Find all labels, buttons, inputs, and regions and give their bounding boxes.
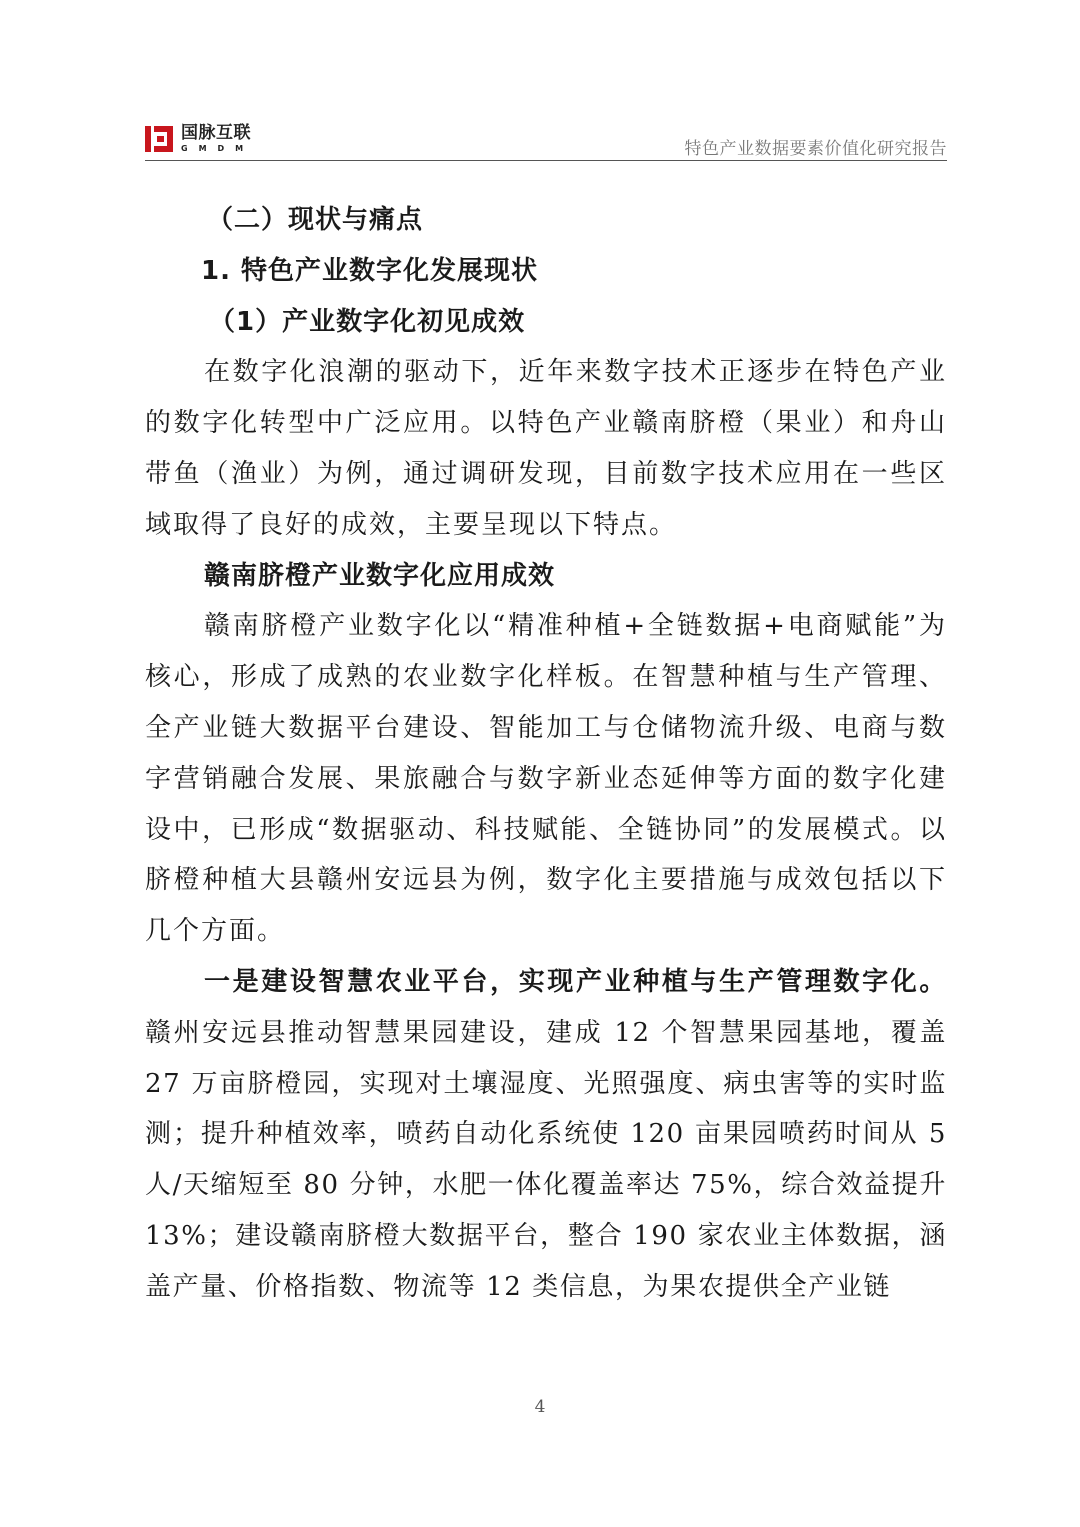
subsection-heading: 1. 特色产业数字化发展现状	[201, 255, 539, 286]
logo	[145, 124, 254, 156]
page-body	[145, 195, 947, 1313]
gmdm-logo-icon	[145, 124, 175, 154]
page-number: 4	[534, 1397, 546, 1417]
case-heading: 赣南脐橙产业数字化应用成效	[204, 560, 556, 591]
logo-chinese-name: 国脉互联	[181, 123, 251, 143]
subsubsection-heading: （1）产业数字化初见成效	[209, 306, 526, 337]
page-header	[145, 118, 947, 161]
point-one-body: 赣州安远县推动智慧果园建设，建成 12 个智慧果园基地，覆盖 27 万亩脐橙园，实现对土壤湿度、光照强度、病虫害等的实时监测；提升种植效率，喷药自动化系统使 120 亩果园喷药时间从 5 人/天缩短至 80 分钟，水肥一体化覆盖率达 75%，综合效益提升 13%；建设赣南脐橙大数据平台，整合 190 家农业主体数据，涵盖产量、价格指数、物流等 12 类信息，为果农提供全产业链	[145, 1017, 947, 1302]
section-heading: （二）现状与痛点	[207, 205, 424, 235]
report-title: 特色产业数据要素价值化研究报告	[684, 139, 947, 159]
point-one-title: 一是建设智慧农业平台，实现产业种植与生产管理数字化。	[204, 966, 947, 997]
logo-english-name: GMDM	[181, 144, 255, 153]
point-one-paragraph	[145, 957, 947, 1313]
intro-paragraph: 在数字化浪潮的驱动下，近年来数字技术正逐步在特色产业的数字化转型中广泛应用。以特色产业赣南脐橙（果业）和舟山带鱼（渔业）为例，通过调研发现，目前数字技术应用在一些区域取得了良好的成效，主要呈现以下特点。	[145, 357, 947, 540]
case-paragraph: 赣南脐橙产业数字化以“精准种植+全链数据+电商赋能”为核心，形成了成熟的农业数字化样板。在智慧种植与生产管理、全产业链大数据平台建设、智能加工与仓储物流升级、电商与数字营销融合发展、果旅融合与数字新业态延伸等方面的数字化建设中，已形成“数据驱动、科技赋能、全链协同”的发展模式。以脐橙种植大县赣州安远县为例，数字化主要措施与成效包括以下几个方面。	[145, 611, 947, 947]
